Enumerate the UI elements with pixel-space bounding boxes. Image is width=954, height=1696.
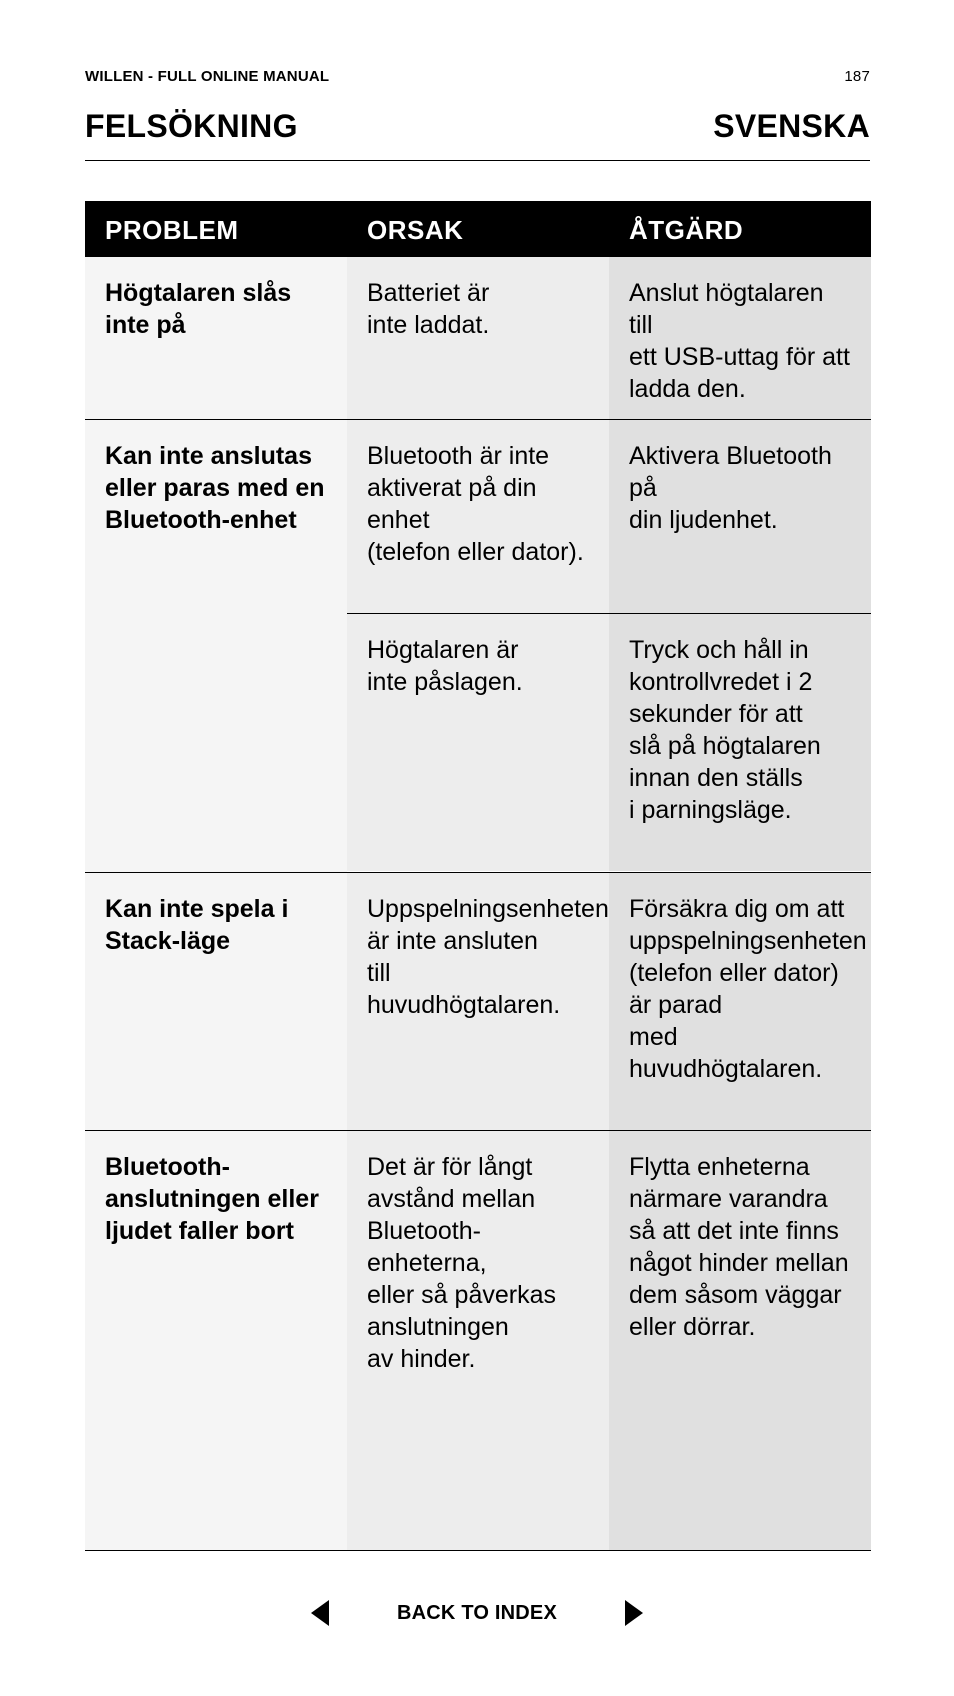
page-header (85, 68, 870, 85)
action-cell: Anslut högtalaren till ett USB-uttag för att ladda den. (609, 257, 871, 419)
column-header-action: ÅTGÄRD (629, 215, 744, 245)
action-cell: Försäkra dig om att uppspelningsenheten (telefon eller dator) är parad med huvudhögtalaren. (609, 873, 871, 1130)
problem-cell: Kan inte spela i Stack-läge (85, 873, 347, 1130)
problem-cell: Högtalaren slås inte på (85, 257, 347, 419)
section-header (85, 108, 870, 161)
cause-cell: Det är för långt avstånd mellan Bluetooth-enheterna, eller så påverkas anslutningen av hinder. (347, 1131, 609, 1550)
problem-cell: Kan inte anslutas eller paras med en Bluetooth-enhet (85, 420, 347, 872)
table-row (85, 873, 871, 1131)
section-title: FELSÖKNING (85, 108, 298, 144)
cause-cell: Uppspelningsenheten är inte ansluten till huvudhögtalaren. (347, 873, 609, 1130)
action-cell: Tryck och håll in kontrollvredet i 2 sekunder för att slå på högtalaren innan den ställs i parningsläge. (609, 614, 871, 871)
column-header-cause: ORSAK (367, 215, 464, 245)
manual-title: WILLEN - FULL ONLINE MANUAL (85, 68, 330, 85)
problem-cell: Bluetooth- anslutningen eller ljudet faller bort (85, 1131, 347, 1550)
column-header-problem: PROBLEM (105, 215, 239, 245)
language-label: SVENSKA (713, 108, 870, 144)
page-navigation (0, 1600, 954, 1626)
cause-cell: Bluetooth är inte aktiverat på din enhet (telefon eller dator). (347, 420, 609, 613)
arrow-right-icon[interactable] (625, 1600, 643, 1626)
table-header (85, 201, 871, 257)
table-row (85, 1131, 871, 1551)
arrow-left-icon[interactable] (311, 1600, 329, 1626)
table-row (85, 420, 871, 873)
back-to-index-link[interactable]: BACK TO INDEX (396, 1601, 558, 1624)
cause-cell: Högtalaren är inte påslagen. (347, 614, 609, 871)
page-number: 187 (844, 68, 870, 85)
table-row (85, 257, 871, 420)
cause-cell: Batteriet är inte laddat. (347, 257, 609, 419)
action-cell: Flytta enheterna närmare varandra så att det inte finns något hinder mellan dem såsom väggar eller dörrar. (609, 1131, 871, 1550)
troubleshooting-table (85, 201, 871, 1551)
action-cell: Aktivera Bluetooth på din ljudenhet. (609, 420, 871, 613)
